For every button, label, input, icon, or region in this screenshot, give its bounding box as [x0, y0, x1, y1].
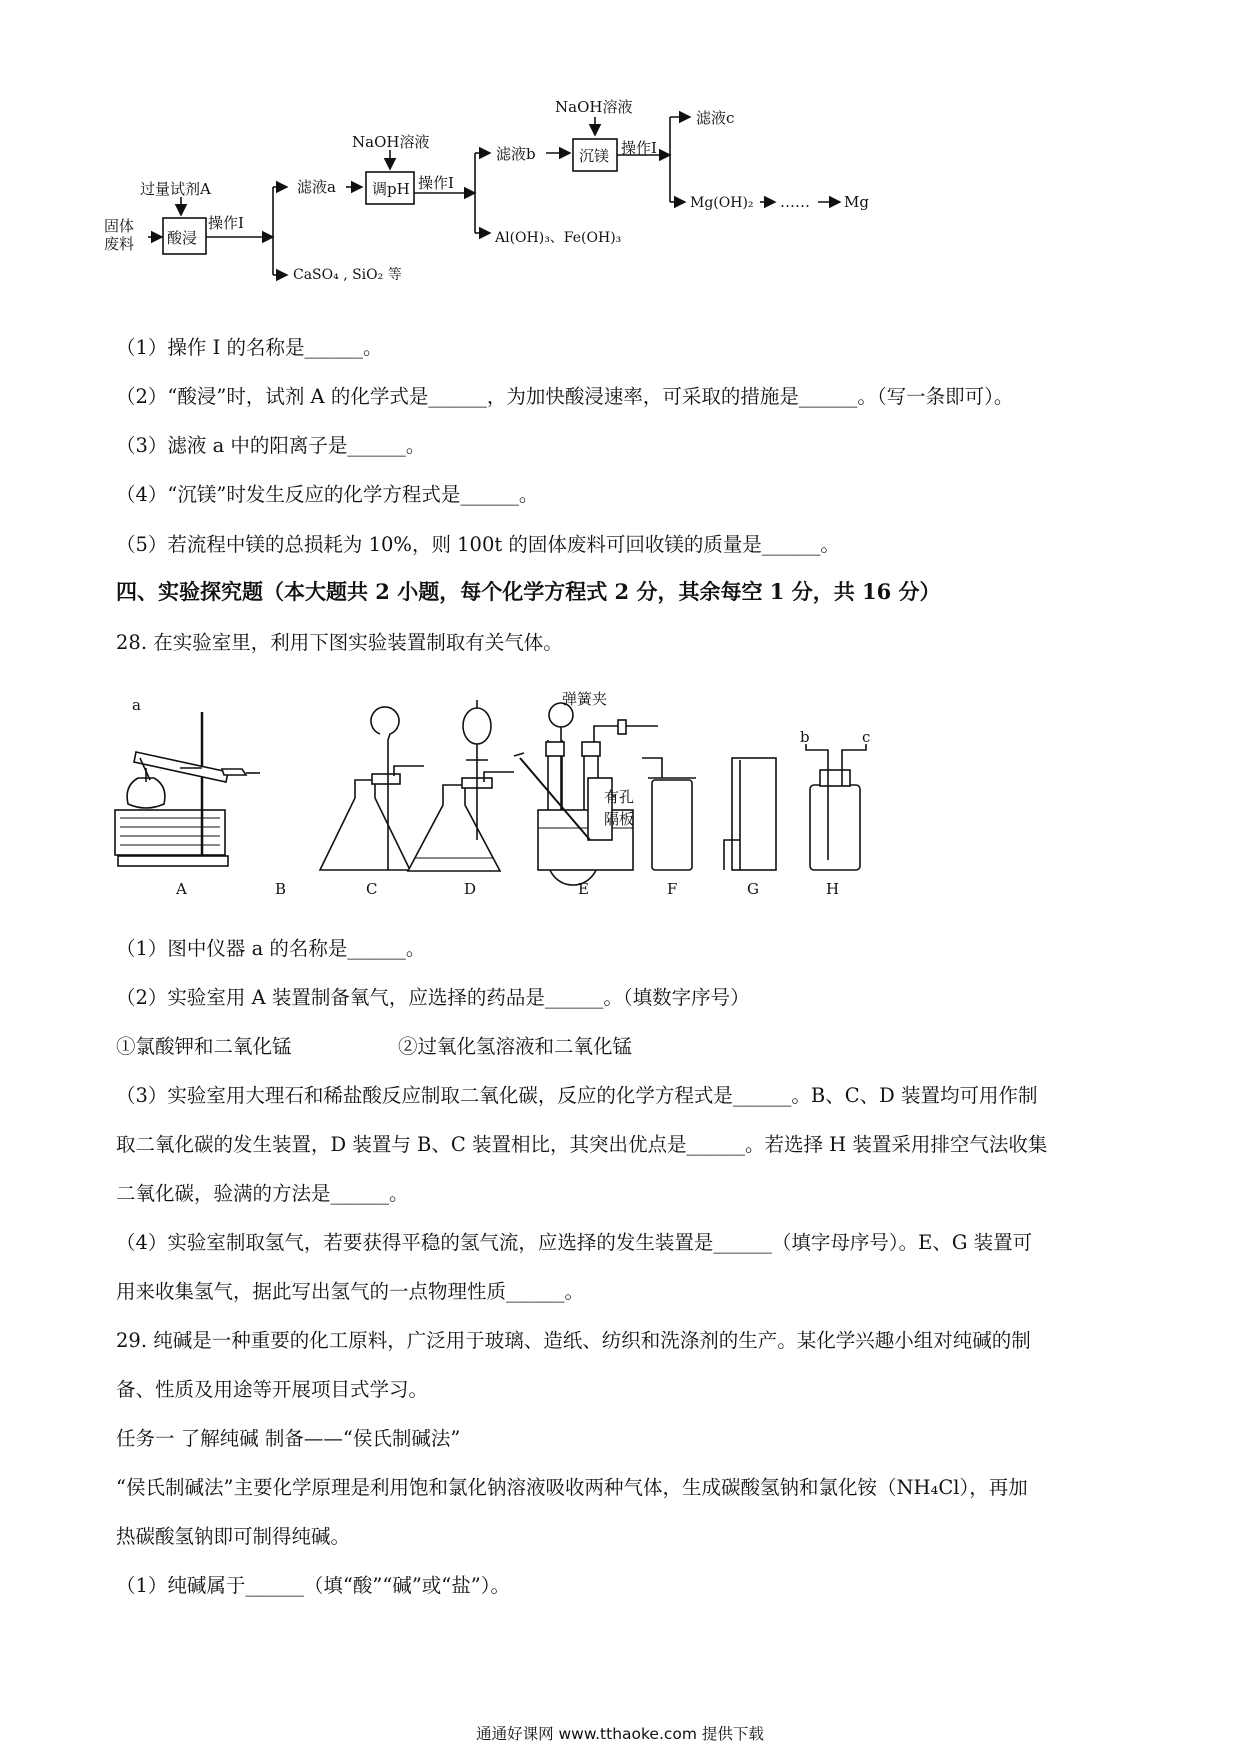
solid-waste-label-1: 固体 [104, 217, 135, 235]
process-flowchart [100, 95, 1000, 320]
q28-intro: 28. 在实验室里，利用下图实验装置制取有关气体。 [116, 631, 563, 654]
adjust-ph-label: 调pH [372, 180, 410, 198]
q28-part4-line2: 用来收集氢气，据此写出氢气的一点物理性质______。 [116, 1280, 585, 1303]
q28-part1: （1）图中仪器 a 的名称是______。 [116, 937, 426, 960]
q27-part5: （5）若流程中镁的总损耗为 10%，则 100t 的固体废料可回收镁的质量是______。 [116, 533, 840, 556]
operation-1b-label: 操作I [418, 174, 454, 192]
q28-part2: （2）实验室用 A 装置制备氧气，应选择的药品是______。（填数字序号） [116, 986, 750, 1009]
apparatus-b [320, 707, 424, 870]
letter-f: F [667, 880, 678, 898]
q27-part1: （1）操作 I 的名称是______。 [116, 336, 383, 359]
footer-source: 通通好课网 www.tthaoke.com 提供下载 [476, 1725, 764, 1743]
reagent-a-label: 过量试剂A [140, 180, 211, 198]
letter-b: B [275, 880, 287, 898]
section-4-heading: 四、实验探究题（本大题共 2 小题，每个化学方程式 2 分，其余每空 1 分，共 16 分） [116, 579, 941, 604]
q27-part4: （4）“沉镁”时发生反应的化学方程式是______。 [116, 483, 539, 506]
q29-intro-line2: 备、性质及用途等开展项目式学习。 [116, 1378, 429, 1401]
ellipsis-label: …… [780, 193, 810, 211]
q28-part3-line3: 二氧化碳，验满的方法是______。 [116, 1182, 409, 1205]
filtrate-a-label: 滤液a [297, 178, 336, 196]
spring-clip-label: 弹簧夹 [562, 690, 608, 708]
label-c: c [862, 728, 871, 746]
q29-principle-line2: 热碳酸氢钠即可制得纯碱。 [116, 1525, 351, 1548]
solid-waste-label-2: 废料 [104, 235, 135, 253]
label-b: b [800, 728, 810, 746]
q27-part3: （3）滤液 a 中的阳离子是______。 [116, 434, 426, 457]
acid-leach-label: 酸浸 [167, 229, 198, 247]
letter-a: A [176, 880, 187, 898]
lab-apparatus-diagram [110, 690, 980, 905]
naoh-label-2: NaOH溶液 [555, 98, 633, 116]
letter-d: D [464, 880, 477, 898]
filtrate-c-label: 滤液c [696, 109, 735, 127]
letter-g: G [747, 880, 759, 898]
mg-label: Mg [844, 193, 869, 211]
perforated-plate-label-1: 有孔 [604, 788, 635, 806]
q28-part3-line1: （3）实验室用大理石和稀盐酸反应制取二氧化碳，反应的化学方程式是______。B、C、D 装置均可用作制 [116, 1084, 1038, 1107]
q28-part4-line1: （4）实验室制取氢气，若要获得平稳的氢气流，应选择的发生装置是______（填字母序号）。E、G 装置可 [116, 1231, 1033, 1254]
operation-1-label: 操作I [208, 214, 244, 232]
apparatus-g [724, 758, 776, 870]
q28-part3-line2: 取二氧化碳的发生装置，D 装置与 B、C 装置相比，其突出优点是______。若选择 H 装置采用排空气法收集 [116, 1133, 1048, 1156]
mg-hydroxide-label: Mg(OH)₂ [690, 195, 754, 211]
operation-1c-label: 操作I [621, 139, 657, 157]
letter-c: C [366, 880, 378, 898]
precipitate-label: Al(OH)₃、Fe(OH)₃ [495, 230, 622, 246]
q29-part1: （1）纯碱属于______（填“酸”“碱”或“盐”）。 [116, 1574, 510, 1597]
perforated-plate-label-2: 隔板 [604, 810, 635, 828]
filtrate-b-label: 滤液b [496, 145, 536, 163]
apparatus-a [115, 712, 260, 866]
apparatus-c [408, 700, 514, 871]
residue-label: CaSO₄ , SiO₂ 等 [293, 267, 402, 283]
apparatus-f [642, 758, 696, 870]
apparatus-h [806, 744, 866, 870]
letter-h: H [826, 880, 840, 898]
q29-principle-line1: “侯氏制碱法”主要化学原理是利用饱和氯化钠溶液吸收两种气体，生成碳酸氢钠和氯化铵（NH₄Cl），再加 [116, 1476, 1028, 1499]
q29-intro-line1: 29. 纯碱是一种重要的化工原料，广泛用于玻璃、造纸、纺织和洗涤剂的生产。某化学兴趣小组对纯碱的制 [116, 1329, 1031, 1352]
q28-option2: ②过氧化氢溶液和二氧化锰 [398, 1035, 633, 1058]
q29-task1: 任务一 了解纯碱 制备——“侯氏制碱法” [116, 1427, 461, 1450]
q28-option1: ①氯酸钾和二氧化锰 [116, 1035, 292, 1058]
q27-part2: （2）“酸浸”时，试剂 A 的化学式是______，为加快酸浸速率，可采取的措施是______。（写一条即可）。 [116, 385, 1014, 408]
precip-mg-label: 沉镁 [579, 147, 610, 165]
letter-e: E [578, 880, 589, 898]
naoh-label-1: NaOH溶液 [352, 133, 430, 151]
label-a: a [132, 696, 141, 714]
